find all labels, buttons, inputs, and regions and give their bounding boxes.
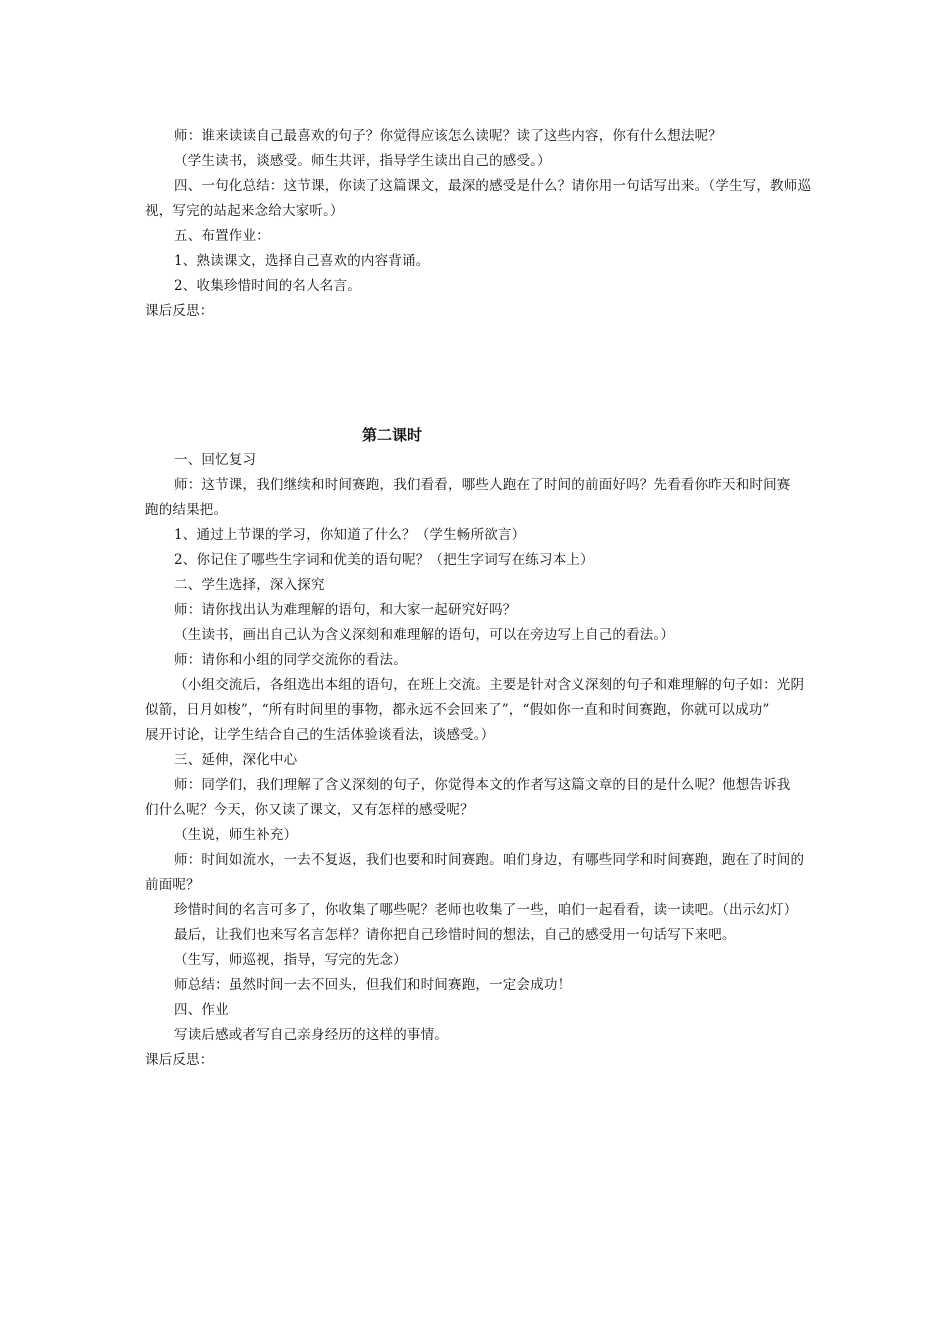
paragraph-line: 跑的结果把。 [145,502,228,518]
paragraph-line: 珍惜时间的名言可多了，你收集了哪些呢？老师也收集了一些，咱们一起看看，读一读吧。（出示幻灯） [174,902,798,918]
list-item: 2、你记住了哪些生字词和优美的语句呢？（把生字词写在练习本上） [174,552,594,568]
reflection-label: 课后反思： [145,303,214,319]
paragraph-line: 三、延伸，深化中心 [174,752,298,768]
paragraph-line: 展开讨论，让学生结合自己的生活体验谈看法，谈感受。） [145,727,495,743]
list-item: 1、通过上节课的学习，你知道了什么？（学生畅所欲言） [174,527,526,543]
paragraph-line: 前面呢？ [145,877,200,893]
paragraph-line: 师：请你和小组的同学交流你的看法。 [174,652,407,668]
paragraph-line: （学生读书，谈感受。师生共评，指导学生读出自己的感受。） [174,153,551,169]
paragraph-line: 最后，让我们也来写名言怎样？请你把自己珍惜时间的想法，自己的感受用一句话写下来吧。 [174,927,736,943]
section-title: 第二课时 [362,426,423,444]
paragraph-line: 四、作业 [174,1002,229,1018]
paragraph-line: 视，写完的站起来念给大家听。） [145,203,344,219]
paragraph-line: （生写，师巡视，指导，写完的先念） [174,952,407,968]
paragraph-line: 写读后感或者写自己亲身经历的这样的事情。 [174,1027,448,1043]
list-item: 1、熟读课文，选择自己喜欢的内容背诵。 [174,253,430,269]
paragraph-line: 们什么呢？今天，你又读了课文，又有怎样的感受呢？ [145,802,474,818]
paragraph-line: 师：请你找出认为难理解的语句，和大家一起研究好吗？ [174,602,517,618]
paragraph-line: 师：同学们，我们理解了含义深刻的句子，你觉得本文的作者写这篇文章的目的是什么呢？他想告诉我 [174,777,791,793]
list-item: 2、收集珍惜时间的名人名言。 [174,278,361,294]
reflection-label: 课后反思： [145,1052,214,1068]
paragraph-line: 师：谁来读读自己最喜欢的句子？你觉得应该怎么读呢？读了这些内容，你有什么想法呢？ [174,128,722,144]
paragraph-line: 师：时间如流水，一去不复返，我们也要和时间赛跑。咱们身边，有哪些同学和时间赛跑，跑在了时间的 [174,852,805,868]
paragraph-line: 师：这节课，我们继续和时间赛跑，我们看看，哪些人跑在了时间的前面好吗？先看看你昨天和时间赛 [174,477,791,493]
paragraph-line: （生读书，画出自己认为含义深刻和难理解的语句，可以在旁边写上自己的看法。） [174,627,675,643]
paragraph-line: 四、一句化总结：这节课，你读了这篇课文，最深的感受是什么？请你用一句话写出来。（学生写，教师巡 [174,178,812,194]
paragraph-line: 似箭，日月如梭”，“所有时间里的事物，都永远不会回来了”，“假如你一直和时间赛跑，你就可以成功” [145,702,770,718]
paragraph-line: 五、布置作业： [174,228,270,244]
paragraph-line: （小组交流后，各组选出本组的语句，在班上交流。主要是针对含义深刻的句子和难理解的句子如：光阴 [174,677,805,693]
paragraph-line: 师总结：虽然时间一去不回头，但我们和时间赛跑，一定会成功！ [174,977,572,993]
paragraph-line: 二、学生选择，深入探究 [174,577,325,593]
paragraph-line: （生说，师生补充） [174,827,298,843]
paragraph-line: 一、回忆复习 [174,452,257,468]
